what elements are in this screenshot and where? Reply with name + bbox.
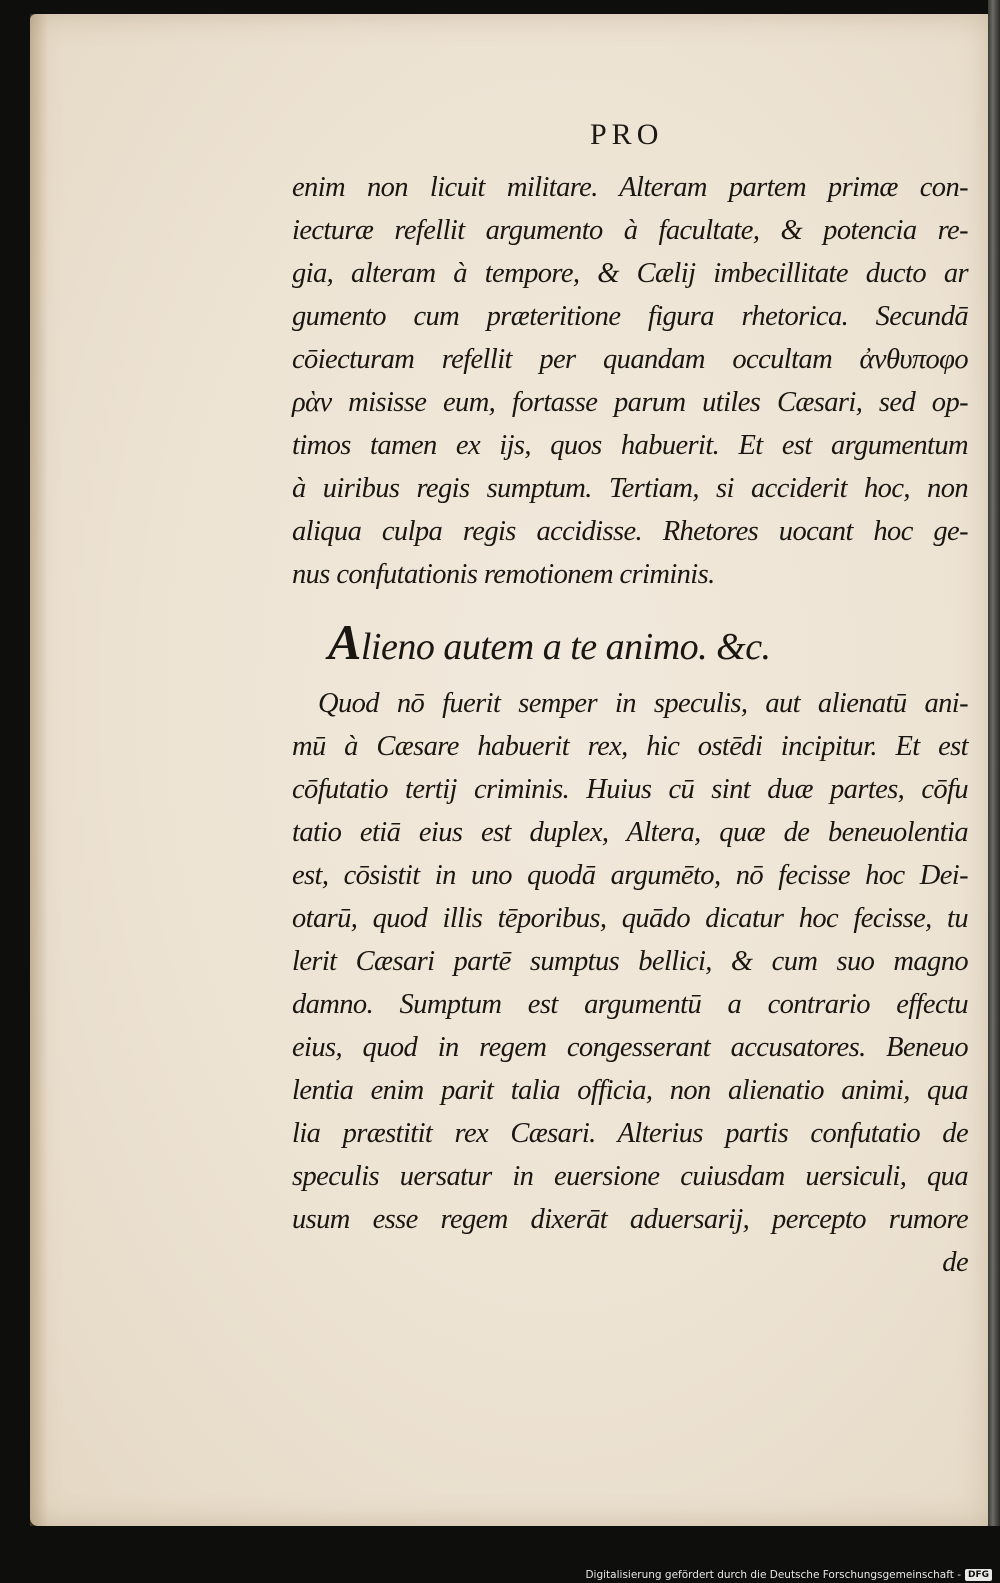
dfg-logo-icon: DFG bbox=[965, 1569, 992, 1581]
text-line: lerit Cæsari partē sumptus bellici, & cum suo magno bbox=[292, 946, 968, 977]
text-line: usum esse regem dixerāt aduersarij, percepto rumore bbox=[292, 1204, 968, 1235]
text-line: cōiecturam refellit per quandam occultam ἀνθυποφο bbox=[292, 344, 968, 375]
running-head: PRO bbox=[590, 118, 664, 151]
text-line: gumento cum præteritione figura rhetorica. Secundā bbox=[292, 301, 968, 332]
text-line: lia præstitit rex Cæsari. Alterius partis confutatio de bbox=[292, 1118, 968, 1149]
catchword: de bbox=[942, 1247, 968, 1278]
text-line: gia, alteram à tempore, & Cælij imbecillitate ducto ar bbox=[292, 258, 968, 289]
text-line: otarū, quod illis tēporibus, quādo dicatur hoc fecisse, tu bbox=[292, 903, 968, 934]
heading-initial: A bbox=[328, 614, 361, 670]
text-line: aliqua culpa regis accidisse. Rhetores uocant hoc ge- bbox=[292, 516, 968, 547]
text-line: ρὰν misisse eum, fortasse parum utiles Cæsari, sed op- bbox=[292, 387, 968, 418]
credit-text: Digitalisierung gefördert durch die Deutsche Forschungsgemeinschaft - bbox=[585, 1569, 961, 1581]
page-fore-edge bbox=[988, 0, 1000, 1526]
text-line: tatio etiā eius est duplex, Altera, quæ de beneuolentia bbox=[292, 817, 968, 848]
text-line: Quod nō fuerit semper in speculis, aut alienatū ani- bbox=[318, 688, 968, 719]
text-line: enim non licuit militare. Alteram partem primæ con- bbox=[292, 172, 968, 203]
book-page bbox=[30, 14, 990, 1526]
text-line: cōfutatio tertij criminis. Huius cū sint duæ partes, cōfu bbox=[292, 774, 968, 805]
text-line: damno. Sumptum est argumentū a contrario effectu bbox=[292, 989, 968, 1020]
digitization-credit bbox=[585, 1569, 992, 1581]
text-line: timos tamen ex ijs, quos habuerit. Et est argumentum bbox=[292, 430, 968, 461]
text-line: mū à Cæsare habuerit rex, hic ostēdi incipitur. Et est bbox=[292, 731, 968, 762]
text-line: lentia enim parit talia officia, non alienatio animi, qua bbox=[292, 1075, 968, 1106]
text-line: nus confutationis remotionem criminis. bbox=[292, 559, 715, 590]
section-heading bbox=[328, 614, 968, 670]
text-line: est, cōsistit in uno quodā argumēto, nō fecisse hoc Dei- bbox=[292, 860, 968, 891]
text-line: à uiribus regis sumptum. Tertiam, si acciderit hoc, non bbox=[292, 473, 968, 504]
text-line: iecturæ refellit argumento à facultate, & potencia re- bbox=[292, 215, 968, 246]
heading-text: lieno autem a te animo. &c. bbox=[360, 626, 771, 668]
text-line: speculis uersatur in euersione cuiusdam uersiculi, qua bbox=[292, 1161, 968, 1192]
text-block bbox=[292, 166, 968, 1284]
text-line: eius, quod in regem congesserant accusatores. Beneuo bbox=[292, 1032, 968, 1063]
